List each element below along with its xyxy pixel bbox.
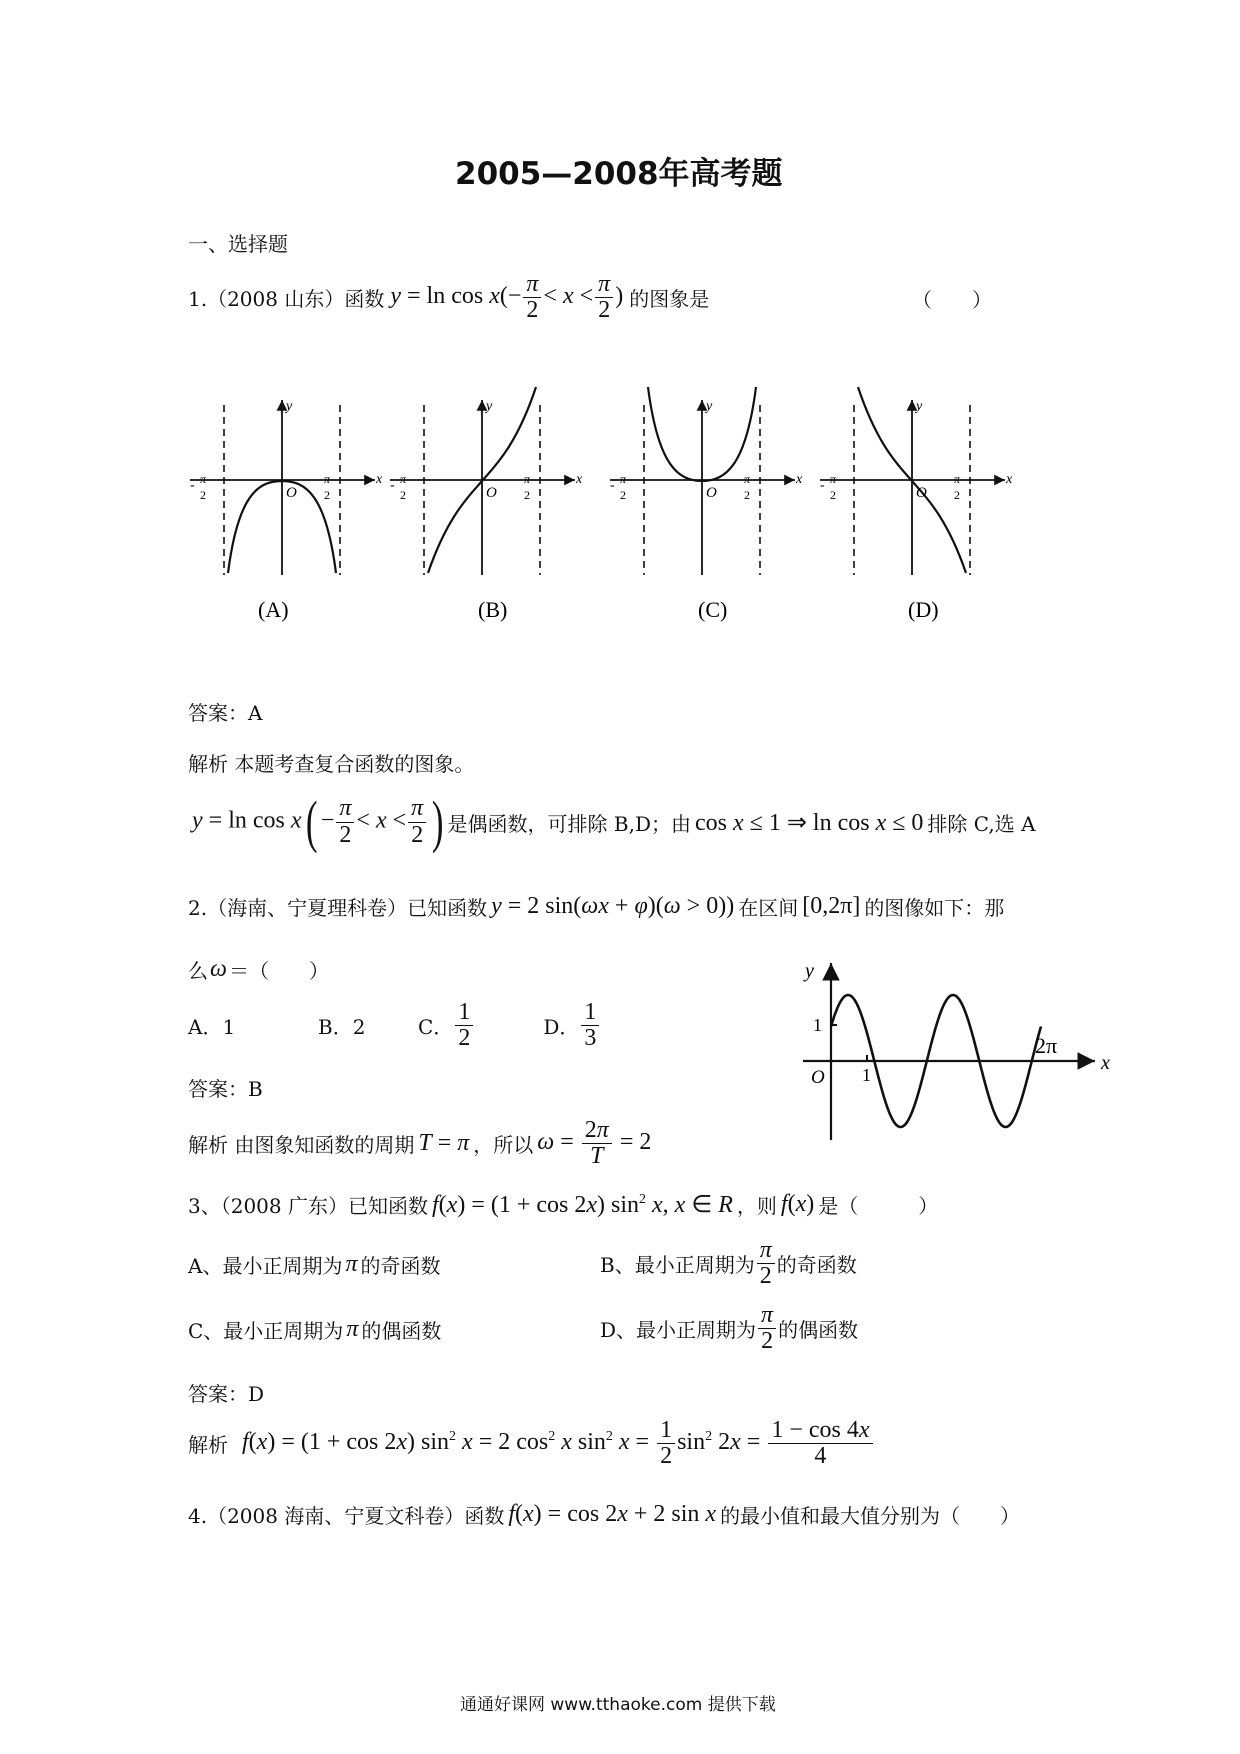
q1-analysis-line: [192, 789, 1036, 854]
q1-answer: 答案：A: [188, 701, 263, 725]
q2-graph: [795, 955, 1115, 1145]
svg-text:2: 2: [744, 488, 750, 502]
q2-option-d: D．: [543, 1015, 580, 1040]
svg-text:-: -: [190, 478, 195, 493]
question-4: 4.（2008 海南、宁夏文科卷）函数 f(x) = cos 2x + 2 sin x 的最小值和最大值分别为（ ）: [188, 1501, 1021, 1528]
q2-interval: [0,2π]: [802, 893, 861, 919]
graph-a-origin: O: [286, 485, 297, 501]
svg-text:2: 2: [954, 488, 960, 502]
svg-text:π: π: [324, 472, 331, 486]
q1-analysis-ineq: cos x ≤ 1 ⇒ ln cos x ≤ 0: [694, 809, 924, 836]
q2-prefix: 2.（海南、宁夏理科卷）已知函数: [188, 896, 488, 920]
svg-text:-: -: [610, 478, 615, 493]
q3-analysis: 解析 f(x) = (1 + cos 2x) $\sin^2 x = 2$ $\cos^2 x$ $\sin^2 x$ = $\frac{1}{2}$ $\sin^2 2x$ = $\frac{1 - \cos 4x}{4}$: [188, 1418, 875, 1469]
svg-text:2: 2: [620, 488, 626, 502]
graph-b-x-label: x: [576, 472, 583, 487]
q1-analysis-intro: 解析 本题考查复合函数的图象。: [188, 752, 475, 776]
svg-text:2: 2: [400, 488, 406, 502]
svg-text:π: π: [744, 472, 751, 486]
page-title: 2005—2008年高考题: [455, 156, 783, 192]
q1-analysis-end: 排除 C,选 A: [927, 811, 1036, 836]
graph-c-origin: O: [706, 485, 717, 501]
graph-a-y-label: y: [286, 399, 293, 414]
graph-b-origin: O: [486, 485, 497, 501]
q1-suffix: 的图象是: [629, 287, 710, 312]
svg-text:-: -: [820, 478, 825, 493]
q2-option-c: C．: [418, 1015, 454, 1040]
q2-analysis: 解析 由图象知函数的周期 T = π ，所以 ω = $\frac{2\pi}{T}$ = 2: [188, 1117, 652, 1170]
svg-text:-: -: [390, 478, 395, 493]
q1-analysis-formula: y = ln cos x( − $\frac{\pi}{2}$ < x < $\frac{\pi}{2}$ ): [192, 789, 444, 854]
svg-text:2: 2: [830, 488, 836, 502]
graph-c: [610, 387, 803, 575]
graph-a-x-label: x: [376, 472, 383, 487]
q2-graph-2pi: 2π: [1035, 1033, 1058, 1058]
q2-graph-x-label: x: [1101, 1052, 1110, 1074]
graph-a-caption: (A): [258, 597, 289, 622]
graph-b: [390, 387, 583, 575]
q1-answer-blank: （ ）: [912, 288, 992, 312]
q2-graph-y-label: y: [805, 960, 814, 982]
graph-d: [820, 387, 1013, 575]
graph-c-caption: (C): [698, 597, 728, 622]
q1-graphs: [180, 385, 1040, 625]
graph-d-x-label: x: [1006, 472, 1013, 487]
svg-text:π: π: [524, 472, 531, 486]
q3-option-a: A、最小正周期为 π 的奇函数: [188, 1251, 441, 1278]
q2-omega: ω: [210, 956, 227, 982]
svg-text:π: π: [954, 472, 961, 486]
graph-d-origin: O: [916, 485, 927, 501]
svg-text:π: π: [200, 472, 207, 486]
q2-option-b: B．2: [318, 1015, 366, 1040]
q2-graph-y-tick: 1: [813, 1015, 822, 1035]
question-2: [188, 892, 1004, 921]
q2-option-a: A．1: [188, 1015, 236, 1040]
q2-graph-origin: O: [811, 1067, 825, 1088]
q2-suffix: 的图像如下：那: [864, 896, 1005, 920]
svg-text:2: 2: [200, 488, 206, 502]
svg-text:π: π: [400, 472, 407, 486]
q1-analysis-mid: 是偶函数，可排除 B,D；由: [447, 811, 691, 836]
graph-c-x-label: x: [796, 472, 803, 487]
q2-graph-x-tick: 1: [862, 1065, 871, 1085]
graph-b-y-label: y: [486, 399, 493, 414]
q1-formula: y = ln cos x(− $\frac{\pi}{2}$ < x < $\frac{\pi}{2}$ ): [390, 271, 624, 324]
q2-options: A．1 B．2 C． $\frac{1}{2}$ D． $\frac{1}{3}$: [188, 1000, 601, 1051]
graph-c-y-label: y: [706, 399, 713, 414]
section-heading: 一、选择题: [188, 232, 288, 256]
graph-a: [190, 399, 383, 575]
svg-text:2: 2: [324, 488, 330, 502]
q2-line2: 么 ω ＝（ ）: [188, 956, 329, 983]
svg-text:π: π: [830, 472, 837, 486]
q3-option-d: D、最小正周期为 $\frac{\pi}{2}$ 的偶函数: [600, 1302, 859, 1355]
q2-answer: 答案：B: [188, 1077, 263, 1101]
q1-prefix: 1.（2008 山东）函数: [188, 287, 385, 312]
svg-text:2: 2: [524, 488, 530, 502]
q2-mid: 在区间: [738, 896, 799, 920]
graph-d-y-label: y: [916, 399, 923, 414]
svg-text:π: π: [620, 472, 627, 486]
graph-d-caption: (D): [908, 597, 939, 622]
question-1: [188, 272, 709, 323]
q3-option-c: C、最小正周期为 π 的偶函数: [188, 1316, 442, 1343]
q3-option-b: B、最小正周期为 $\frac{\pi}{2}$ 的奇函数: [600, 1237, 857, 1290]
q2-formula: y = 2 sin(ωx + φ)(ω > 0)): [491, 893, 735, 919]
graph-b-caption: (B): [478, 597, 508, 622]
q3-answer: 答案：D: [188, 1382, 265, 1406]
question-3: 3、（2008 广东）已知函数 f(x) = (1 + cos 2x) $\sin^2 x$, x ∈ R ，则 f(x) 是（ ）: [188, 1191, 939, 1218]
page-footer: 通通好课网 www.tthaoke.com 提供下载: [460, 1695, 776, 1715]
